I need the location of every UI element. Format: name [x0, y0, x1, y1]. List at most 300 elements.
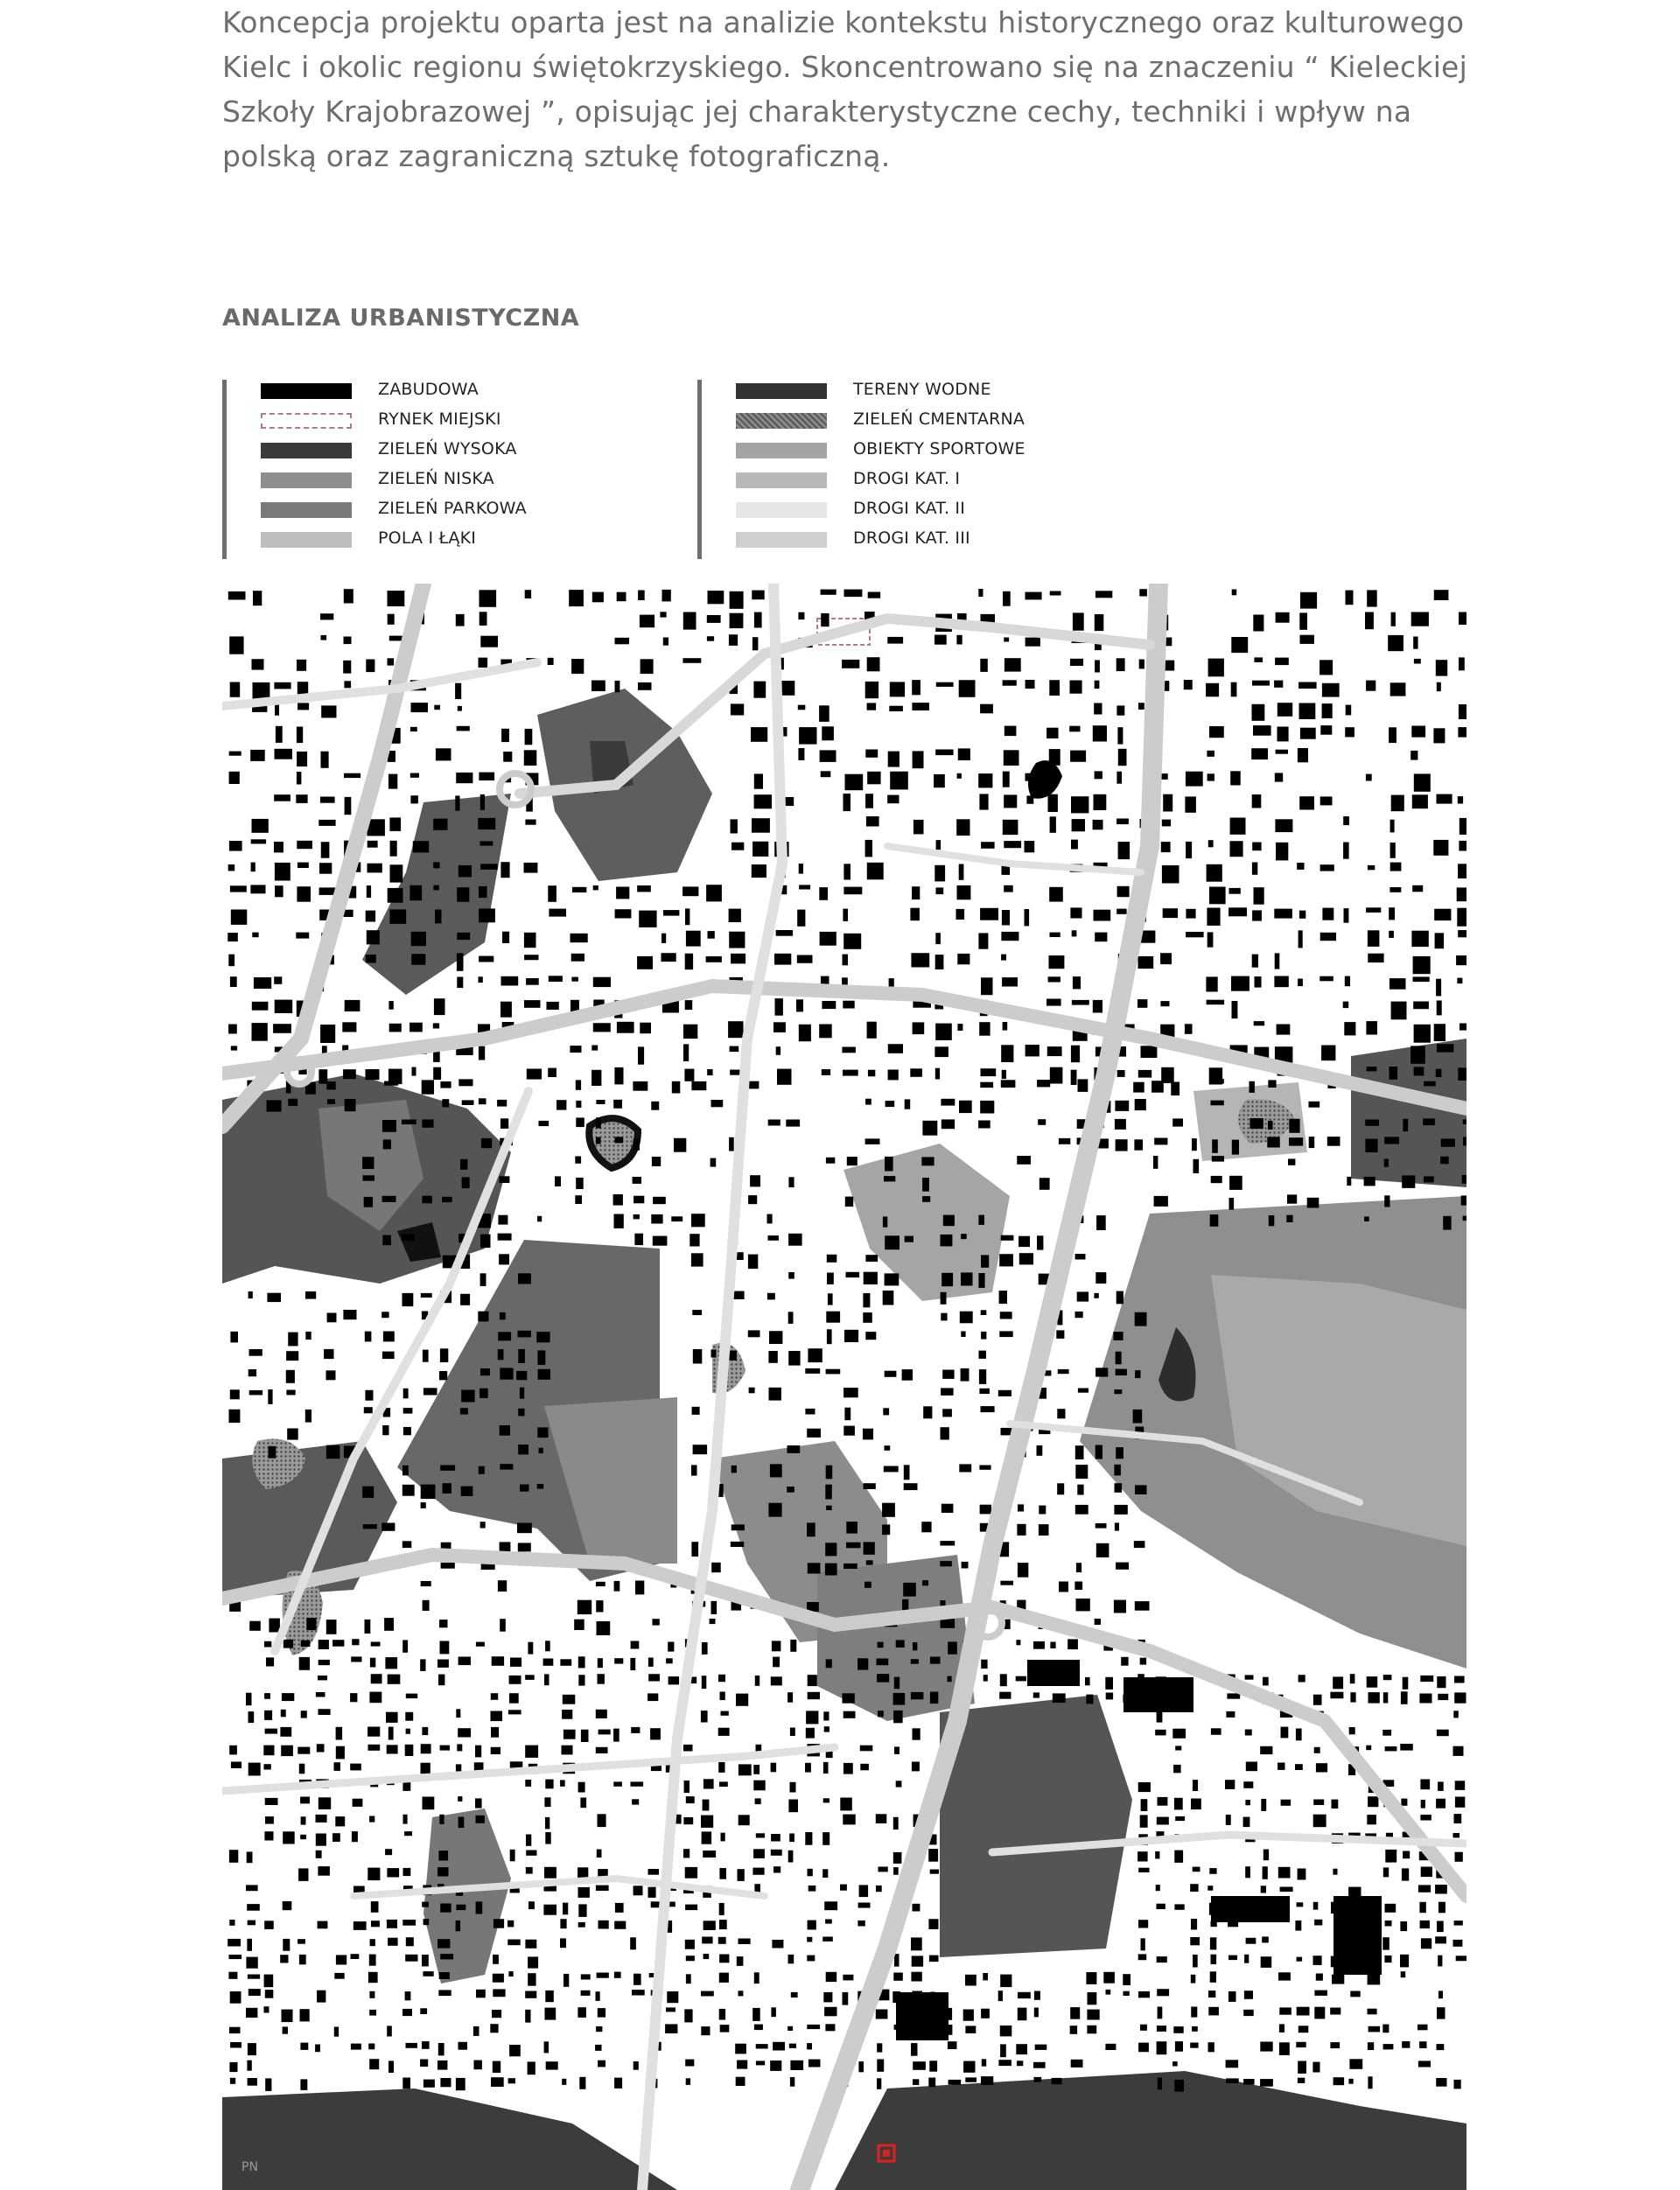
building	[1174, 1851, 1183, 1863]
building	[825, 1543, 836, 1556]
building	[384, 1618, 394, 1631]
building	[564, 1974, 569, 1987]
building	[316, 1815, 327, 1823]
building	[316, 1834, 326, 1846]
building	[729, 1137, 734, 1151]
building	[653, 1236, 668, 1246]
building	[382, 1235, 391, 1246]
building	[1228, 1921, 1238, 1927]
building	[248, 2078, 257, 2086]
building	[491, 1727, 499, 1738]
building	[730, 1046, 739, 1053]
building	[753, 1765, 760, 1774]
building	[526, 1835, 531, 1846]
building	[896, 1992, 948, 2040]
building	[959, 680, 976, 697]
building	[1117, 727, 1123, 744]
building	[847, 1157, 858, 1165]
building	[596, 1710, 607, 1718]
building	[719, 1868, 726, 1879]
building	[1391, 612, 1396, 626]
building	[318, 1676, 327, 1680]
building	[885, 1273, 900, 1285]
building	[729, 909, 741, 922]
building	[1096, 1272, 1106, 1284]
building	[956, 819, 970, 836]
building	[439, 1815, 444, 1824]
building	[440, 1954, 453, 1959]
building	[866, 1560, 873, 1564]
building	[366, 911, 375, 922]
building	[1138, 703, 1144, 710]
building	[1034, 2077, 1042, 2082]
building	[1269, 1215, 1275, 1226]
building	[402, 2009, 412, 2016]
building	[230, 1389, 240, 1399]
building	[844, 1564, 858, 1569]
building	[821, 771, 831, 777]
building	[1296, 1729, 1302, 1741]
building	[614, 1581, 620, 1592]
building	[1096, 1523, 1107, 1529]
building	[438, 1939, 450, 1948]
building	[1207, 1000, 1225, 1005]
building	[1004, 885, 1013, 892]
building	[788, 2026, 793, 2031]
building	[1458, 727, 1466, 738]
building	[1419, 2041, 1426, 2048]
building	[796, 999, 803, 1011]
building	[756, 2061, 765, 2065]
building	[685, 908, 690, 925]
building	[844, 1408, 850, 1421]
building	[668, 1642, 674, 1652]
legend-swatch	[261, 413, 352, 429]
building	[1048, 794, 1058, 812]
building	[388, 888, 403, 903]
building	[1161, 773, 1168, 780]
building	[1275, 658, 1289, 666]
building	[858, 1903, 871, 1908]
building	[1437, 1001, 1442, 1016]
building	[1037, 1445, 1043, 1456]
building	[480, 1368, 490, 1375]
building	[877, 2078, 881, 2089]
building	[1026, 592, 1042, 600]
building	[576, 1101, 581, 1108]
building	[896, 1781, 902, 1787]
building	[1367, 1067, 1377, 1071]
building	[685, 954, 693, 970]
building	[410, 1023, 423, 1032]
building	[893, 1693, 906, 1705]
building	[1391, 1002, 1407, 1020]
building	[480, 794, 485, 810]
building	[981, 1660, 987, 1669]
building	[708, 591, 724, 604]
building	[1300, 635, 1314, 644]
building	[1138, 956, 1154, 969]
building	[370, 1658, 375, 1668]
building	[888, 752, 900, 767]
building	[1299, 796, 1314, 809]
building	[1229, 1198, 1235, 1210]
building	[1320, 660, 1333, 675]
building	[283, 1939, 290, 1951]
building	[298, 1868, 308, 1881]
building	[297, 660, 306, 671]
building	[269, 1619, 280, 1633]
building	[707, 1069, 712, 1075]
building	[858, 2061, 864, 2072]
legend-swatch	[736, 532, 827, 548]
building	[998, 2060, 1012, 2066]
building	[711, 1349, 717, 1357]
building	[1330, 2008, 1340, 2015]
building	[1275, 819, 1292, 832]
building	[318, 1640, 329, 1649]
building	[981, 1310, 987, 1315]
building	[942, 1409, 952, 1417]
building	[1345, 727, 1354, 737]
building	[1049, 680, 1060, 696]
building	[1276, 843, 1288, 861]
building	[1186, 932, 1204, 937]
building	[578, 1904, 586, 1917]
building	[1463, 1216, 1466, 1221]
building	[460, 1408, 468, 1414]
building	[1441, 1139, 1455, 1147]
building	[959, 1464, 971, 1472]
building	[1260, 2079, 1273, 2087]
building	[896, 1640, 905, 1648]
building	[366, 1069, 380, 1080]
building	[518, 1543, 531, 1551]
building	[1260, 2042, 1272, 2052]
building	[904, 1483, 918, 1490]
building	[890, 682, 905, 696]
building	[941, 1292, 947, 1305]
building	[883, 1408, 889, 1415]
building	[1366, 1021, 1377, 1034]
building	[1157, 2041, 1167, 2054]
building	[524, 955, 538, 960]
building	[867, 1022, 877, 1039]
building	[711, 1563, 721, 1572]
building	[564, 1730, 576, 1739]
building	[1072, 930, 1077, 936]
building	[479, 1098, 486, 1104]
building	[912, 703, 929, 710]
building	[789, 2044, 796, 2048]
building	[1138, 1868, 1149, 1872]
building	[1254, 657, 1263, 662]
building	[979, 1369, 986, 1384]
building	[912, 1762, 920, 1772]
building	[1453, 1746, 1464, 1756]
building	[1436, 2078, 1446, 2087]
building	[748, 1195, 757, 1204]
building	[548, 885, 556, 902]
building	[1226, 2078, 1239, 2083]
building	[878, 1711, 884, 1717]
building	[1383, 1675, 1392, 1680]
building	[701, 1816, 713, 1828]
building	[843, 1815, 855, 1825]
building	[326, 1620, 337, 1634]
building	[1322, 683, 1340, 697]
building	[703, 1800, 710, 1811]
building	[388, 614, 395, 625]
building	[887, 637, 903, 644]
building	[683, 1025, 697, 1039]
building	[420, 2008, 427, 2014]
building	[981, 842, 995, 849]
building	[1027, 1660, 1080, 1686]
building	[1297, 863, 1304, 870]
building	[305, 1410, 312, 1423]
building	[440, 1081, 451, 1088]
legend-label: ZIELEŃ PARKOWA	[378, 499, 527, 518]
building	[502, 932, 509, 943]
building	[884, 1176, 895, 1181]
building	[1088, 1992, 1097, 2005]
building	[721, 1833, 725, 1842]
building	[458, 1657, 471, 1666]
building	[788, 1955, 794, 1963]
building	[1018, 1992, 1031, 1998]
building	[719, 1903, 724, 1915]
building	[575, 1195, 582, 1204]
building	[1382, 1937, 1390, 1949]
building	[571, 977, 578, 982]
building	[382, 1523, 395, 1531]
building	[403, 1868, 411, 1876]
building	[1227, 1693, 1240, 1698]
building	[493, 1974, 504, 1983]
building	[1278, 1763, 1284, 1770]
building	[936, 682, 954, 687]
building	[1001, 932, 1018, 941]
building	[1454, 2080, 1461, 2089]
building	[683, 1817, 693, 1824]
building	[1175, 2041, 1183, 2052]
building	[368, 2044, 374, 2050]
building	[320, 613, 333, 619]
building	[959, 1101, 972, 1113]
building	[1175, 1816, 1185, 1821]
building	[1138, 1851, 1148, 1861]
building	[928, 1849, 938, 1862]
building	[883, 1216, 887, 1227]
building	[863, 1429, 873, 1440]
building	[367, 930, 380, 944]
building	[524, 750, 537, 766]
building	[286, 1370, 295, 1383]
building	[914, 820, 924, 835]
building	[807, 2025, 820, 2029]
building	[249, 1390, 262, 1396]
building	[1174, 1904, 1184, 1909]
building	[364, 1197, 373, 1207]
building	[1463, 1120, 1466, 1124]
building	[1314, 1747, 1320, 1753]
building	[635, 1581, 644, 1595]
building	[1414, 1067, 1424, 1075]
building	[229, 1850, 238, 1863]
building	[1174, 2080, 1184, 2092]
building	[528, 1901, 535, 1909]
building	[1313, 1956, 1322, 1965]
building	[443, 1483, 452, 1494]
building	[474, 2061, 482, 2070]
building	[1253, 725, 1271, 736]
building	[525, 590, 531, 598]
building	[1454, 1921, 1463, 1926]
building	[528, 1973, 536, 1986]
building	[344, 637, 352, 645]
building	[648, 1887, 656, 1898]
building	[297, 841, 312, 849]
building	[936, 840, 942, 850]
building	[345, 1000, 360, 1011]
building	[1095, 1619, 1101, 1625]
building	[283, 2026, 288, 2033]
building	[344, 681, 351, 688]
building	[615, 681, 620, 692]
building	[433, 885, 438, 891]
building	[894, 1954, 900, 1967]
building	[1114, 1505, 1127, 1515]
building	[422, 2041, 430, 2049]
building	[768, 1503, 781, 1517]
building	[1116, 705, 1124, 715]
building	[1135, 1485, 1147, 1494]
building	[822, 1869, 828, 1878]
building	[1003, 591, 1011, 606]
building	[1057, 1409, 1065, 1418]
building	[634, 1234, 643, 1245]
building	[537, 1484, 544, 1489]
building	[1343, 816, 1349, 825]
building	[537, 1216, 542, 1222]
building	[910, 1068, 922, 1077]
building	[894, 1746, 900, 1754]
building	[1225, 1780, 1235, 1789]
building	[369, 1816, 374, 1823]
building	[1330, 2042, 1340, 2048]
building	[1420, 1676, 1433, 1682]
building	[1296, 2042, 1306, 2047]
building	[650, 1728, 661, 1739]
building	[770, 2061, 781, 2071]
building	[921, 1157, 934, 1165]
building	[704, 1921, 716, 1930]
building	[579, 2077, 585, 2089]
building	[865, 682, 878, 698]
building	[1298, 979, 1303, 987]
building	[979, 1389, 990, 1394]
building	[334, 1762, 341, 1771]
building	[999, 1692, 1011, 1699]
building	[674, 1138, 686, 1152]
building	[805, 1368, 820, 1374]
building	[281, 1710, 286, 1718]
building	[1368, 2042, 1374, 2050]
building	[686, 2078, 690, 2085]
building	[1212, 1156, 1224, 1162]
building	[1038, 1119, 1046, 1125]
building	[691, 1465, 697, 1475]
building	[935, 750, 953, 756]
building	[719, 2009, 725, 2020]
building	[910, 908, 920, 921]
building	[421, 1581, 431, 1586]
building	[615, 1137, 624, 1143]
building	[826, 1158, 835, 1164]
building	[368, 1972, 378, 1983]
building	[390, 864, 403, 882]
building	[885, 1371, 897, 1377]
building	[752, 1868, 764, 1875]
building	[438, 1990, 451, 1996]
building	[685, 1905, 697, 1911]
building	[1076, 1563, 1082, 1572]
building	[1280, 1887, 1293, 1893]
building	[691, 1253, 704, 1266]
building	[326, 1445, 340, 1459]
building	[738, 1939, 751, 1945]
building	[413, 841, 429, 852]
building	[1436, 660, 1447, 675]
building	[402, 1541, 412, 1548]
building	[411, 954, 425, 965]
building	[595, 2045, 601, 2051]
building	[685, 1867, 697, 1879]
building	[682, 886, 698, 896]
building	[787, 1487, 794, 1493]
building	[806, 1711, 818, 1724]
building	[788, 1692, 793, 1703]
building	[1400, 1955, 1409, 1968]
building	[808, 1869, 813, 1877]
building	[731, 703, 744, 715]
building	[868, 592, 881, 598]
building	[928, 1919, 938, 1929]
building	[593, 885, 598, 890]
building	[422, 1727, 428, 1735]
building	[683, 1745, 693, 1752]
building	[1207, 751, 1214, 757]
building	[498, 1580, 507, 1592]
building	[842, 1047, 856, 1053]
building	[387, 1920, 397, 1928]
building	[1419, 1694, 1432, 1704]
building	[273, 1024, 291, 1033]
building	[342, 1022, 356, 1032]
building	[1368, 930, 1380, 947]
building	[1228, 1956, 1237, 1961]
building	[791, 1992, 798, 1998]
building	[509, 1693, 519, 1704]
building	[867, 863, 884, 880]
building	[749, 1388, 755, 1394]
building	[808, 1675, 817, 1686]
building	[634, 1196, 644, 1204]
building	[978, 1121, 990, 1129]
building	[1232, 590, 1237, 596]
urban-analysis-map	[222, 584, 1466, 2190]
